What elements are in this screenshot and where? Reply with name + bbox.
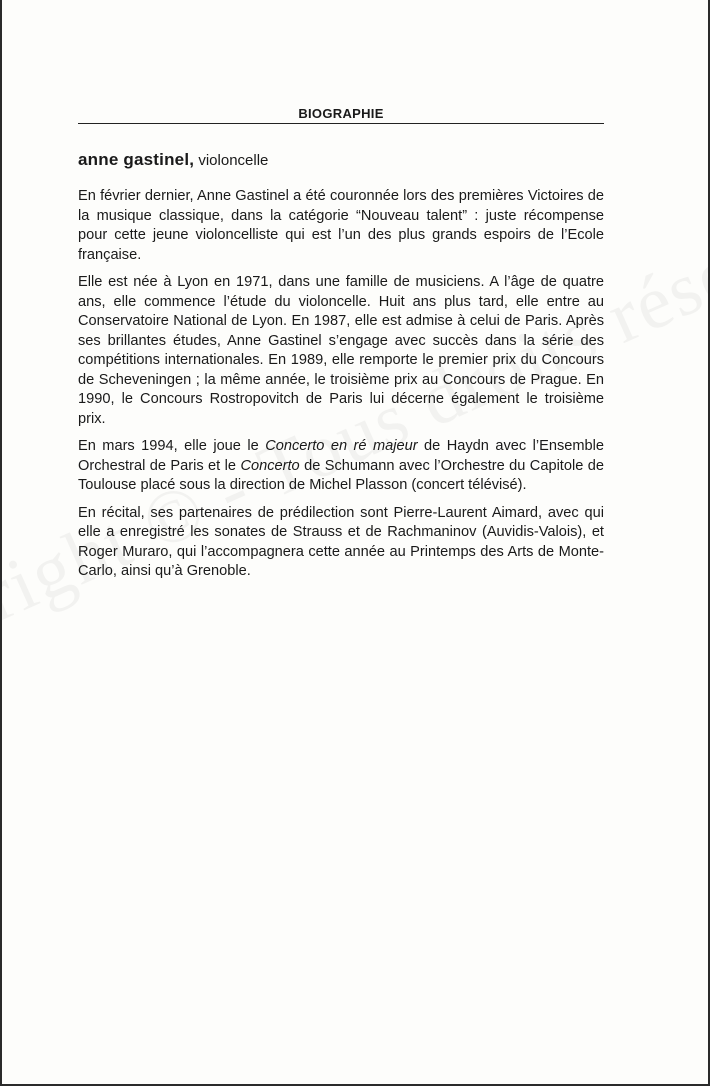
artist-role: violoncelle xyxy=(194,152,269,169)
paragraph-4: En récital, ses partenaires de prédilection sont Pierre-Laurent Aimard, avec qui elle a enregistré les sonates de Strauss et de Rachmaninov (Auvidis-Valois), et Roger Muraro, qui l’accompagnera cette année au Printemps des Arts de Monte-Carlo, ainsi qu’à Grenoble. xyxy=(78,504,604,579)
artist-name: anne gastinel, xyxy=(78,150,195,169)
paragraph-3-text-b: de Haydn avec l’Ensemble Orchestral de Paris et le xyxy=(78,438,605,474)
paragraph-3 xyxy=(78,437,604,496)
work-title-haydn: Concerto en ré majeur xyxy=(265,438,418,454)
biography-body xyxy=(78,150,604,590)
work-title-schumann: Concerto xyxy=(240,457,300,474)
paragraph-2: Elle est née à Lyon en 1971, dans une famille de musiciens. A l’âge de quatre ans, elle commence l’étude du violoncelle. Huit ans plus tard, elle entre au Conservatoire National de Lyon. En 1987, elle est admise à celui de Paris. Après ses brillantes études, Anne Gastinel s’engage avec succès dans la série des compétitions internationales. En 1989, elle remporte le premier prix du Concours de Scheveningen ; la même année, le troisième prix au Concours de Prague. En 1990, le Concours Rostropovitch de Paris lui décerne également le troisième prix. xyxy=(78,274,604,427)
paragraph-3-text-c: de Schumann avec l’Orchestre du Capitole de Toulouse placé sous la direction de Michel Plasson (concert télévisé). xyxy=(78,457,604,493)
paragraph-1: En février dernier, Anne Gastinel a été couronnée lors des premières Victoires de la musique classique, dans la catégorie “Nouveau talent” : juste récompense pour cette jeune violoncelliste qui est l’un des plus grands espoirs de l’Ecole française. xyxy=(78,188,604,263)
artist-heading xyxy=(78,150,604,170)
section-title: BIOGRAPHIE xyxy=(78,106,604,124)
paragraph-3-text-a: En mars 1994, elle joue le xyxy=(78,438,266,454)
